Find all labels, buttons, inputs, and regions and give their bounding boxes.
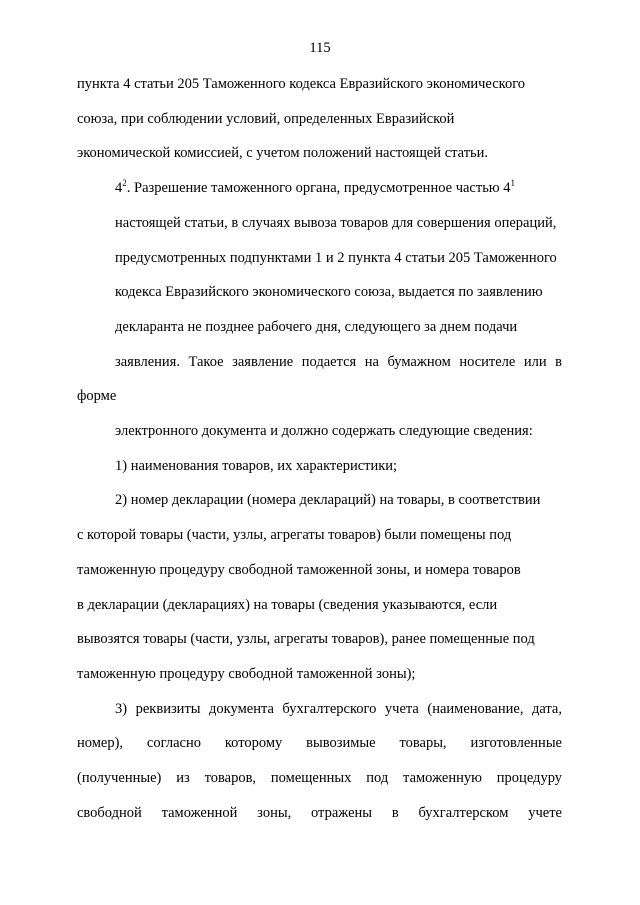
- list-item-2: [77, 483, 562, 691]
- paragraph-number: 4: [115, 180, 123, 197]
- text-line: [77, 171, 562, 206]
- paragraph-lead-text: . Разрешение таможенного органа, предусмотренное частью 4: [126, 180, 511, 197]
- page-number: 115: [309, 40, 331, 56]
- text-line: таможенную процедуру свободной таможенной зоны, и номера товаров: [77, 561, 521, 578]
- text-line: таможенную процедуру свободной таможенной зоны);: [77, 665, 416, 682]
- text-line: предусмотренных подпунктами 1 и 2 пункта 4 статьи 205 Таможенного: [115, 249, 557, 266]
- text-line: декларанта не позднее рабочего дня, следующего за днем подачи: [115, 318, 518, 335]
- text-line: номер), согласно которому вывозимые товары, изготовленные: [77, 735, 562, 752]
- text-line: 2) номер декларации (номера деклараций) на товары, в соответствии: [115, 492, 541, 509]
- text-line: вывозятся товары (части, узлы, агрегаты товаров), ранее помещенные под: [77, 631, 535, 648]
- text-line: 3) реквизиты документа бухгалтерского учета (наименование, дата,: [115, 700, 562, 717]
- text-line: 1) наименования товаров, их характеристики;: [115, 457, 398, 474]
- text-line: союза, при соблюдении условий, определенных Евразийской: [77, 110, 455, 127]
- text-line: заявления. Такое заявление подается на бумажном носителе или в форме: [77, 353, 562, 405]
- text-line: в декларации (декларациях) на товары (сведения указываются, если: [77, 596, 498, 613]
- text-line: пункта 4 статьи 205 Таможенного кодекса Евразийского экономического: [77, 76, 526, 92]
- paragraph-4-2: [77, 171, 562, 449]
- text-line: электронного документа и должно содержать следующие сведения:: [115, 423, 533, 440]
- text-line: (полученные) из товаров, помещенных под таможенную процедуру: [77, 770, 562, 787]
- list-item-3: [77, 692, 562, 831]
- list-item-1: [77, 449, 562, 484]
- paragraph-number-superscript: 2: [122, 178, 127, 189]
- body-text: [77, 67, 562, 830]
- text-line: с которой товары (части, узлы, агрегаты товаров) были помещены под: [77, 527, 512, 544]
- text-line: кодекса Евразийского экономического союза, выдается по заявлению: [115, 284, 543, 301]
- text-line: экономической комиссией, с учетом положений настоящей статьи.: [77, 145, 489, 162]
- continuation-paragraph: [77, 67, 562, 171]
- text-line: свободной таможенной зоны, отражены в бухгалтерском учете: [77, 804, 562, 821]
- reference-superscript: 1: [510, 178, 516, 189]
- text-line: настоящей статьи, в случаях вывоза товаров для совершения операций,: [115, 214, 557, 231]
